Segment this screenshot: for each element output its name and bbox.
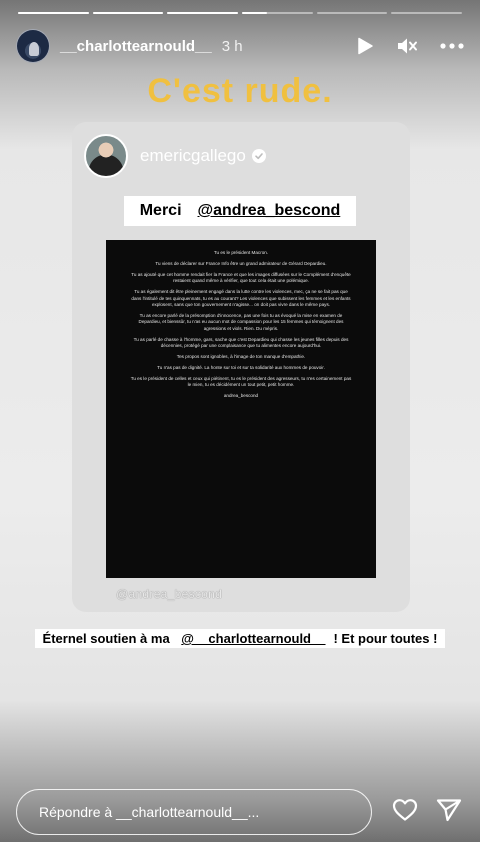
story-footer xyxy=(16,788,464,836)
play-icon[interactable] xyxy=(356,37,374,55)
story-username[interactable]: __charlottearnould__ xyxy=(60,37,212,55)
soutien-suffix: ! Et pour toutes ! xyxy=(329,629,441,648)
letter-paragraph: Tu es le président de celles et ceux qui piétinent, tu es le président des agresseurs, tu n'es certainement pas le mien, tu es décidément un tout petit, petit homme. xyxy=(130,375,352,388)
progress-segment xyxy=(242,12,313,14)
progress-fill xyxy=(167,12,238,14)
letter-paragraph: Tu as parlé de chasse à l'homme, gars, sache que c'est Depardieu qui chasse les jeunes filles depuis des décennies, protégé par une complaisance que tu alimentes encore aujourd'hui. xyxy=(133,336,349,348)
letter-paragraph: Tu viens de déclarer sur France Info être un grand admirateur de Gérard Depardieu. xyxy=(155,260,327,266)
avatar[interactable] xyxy=(16,29,50,63)
progress-fill xyxy=(93,12,164,14)
mention-link[interactable]: @__charlottearnould__ xyxy=(177,629,329,648)
progress-fill xyxy=(242,12,267,14)
letter-paragraph: Tu n'as pas de dignité. La honte sur toi et sur ta solidarité aux hommes de pouvoir. xyxy=(157,364,325,370)
progress-segment xyxy=(391,12,462,14)
letter-paragraph: Tu as encore parlé de la présomption d'innocence, pas une fois tu as évoqué la mise en examen de Depardieu, et bienssûr, tu n'as eu aucun mot de compassion pour les 15 femmes qui témoignent des agressions et viols. Rien. Du mépris. xyxy=(138,312,344,331)
more-icon[interactable] xyxy=(440,43,464,49)
reply-input[interactable] xyxy=(16,789,372,835)
soutien-text xyxy=(0,628,480,650)
progress-segment xyxy=(167,12,238,14)
soutien-prefix: Éternel soutien à ma xyxy=(39,629,178,648)
story-time: 3 h xyxy=(221,37,243,55)
letter-paragraph: andrea_bescond xyxy=(223,393,259,398)
merci-text: Merci xyxy=(132,199,190,223)
letter-paragraph: Tes propos sont ignobles, à l'image de ton manque d'empathie. xyxy=(176,353,306,359)
reply-placeholder: Répondre à __charlottearnould__... xyxy=(39,804,260,820)
letter-paragraph: Tu as également dit être pleinement engagé dans la lutte contre les violences, mec, ça ne se fait pas que dans l'intitulé de tes quinquennats, tu es au courant? Les violences que subissent les femmes et les enfants explosent, sans que ton gouvernement n'agisse... on doit pas vivre dans le même pays. xyxy=(131,289,351,307)
letter-paragraph: Tu as ajouté que cet homme rendait fier la France et que les images diffusées sur le Complément d'enquête restaient quand même à vérifier, que tout cela était une polémique. xyxy=(131,271,351,284)
watermark: @andrea_bescond xyxy=(116,587,223,601)
story-caption: C'est rude. xyxy=(147,72,333,110)
story-header xyxy=(16,28,464,64)
post-username-row[interactable] xyxy=(140,146,266,166)
mention-link[interactable]: @andrea_bescond xyxy=(190,199,349,223)
send-icon[interactable] xyxy=(436,798,462,827)
progress-segment xyxy=(18,12,89,14)
merci-sticker xyxy=(0,196,480,226)
letter-paragraph: Tu es le président Macron. xyxy=(213,250,269,255)
heart-icon[interactable] xyxy=(392,798,418,827)
post-username: emericgallego xyxy=(140,146,246,165)
mute-icon[interactable] xyxy=(396,36,418,56)
verified-check-icon xyxy=(252,149,266,163)
story-progress xyxy=(18,12,462,15)
progress-segment xyxy=(317,12,388,14)
post-avatar[interactable] xyxy=(84,134,128,178)
letter-image xyxy=(106,240,376,578)
progress-fill xyxy=(18,12,89,14)
progress-segment xyxy=(93,12,164,14)
